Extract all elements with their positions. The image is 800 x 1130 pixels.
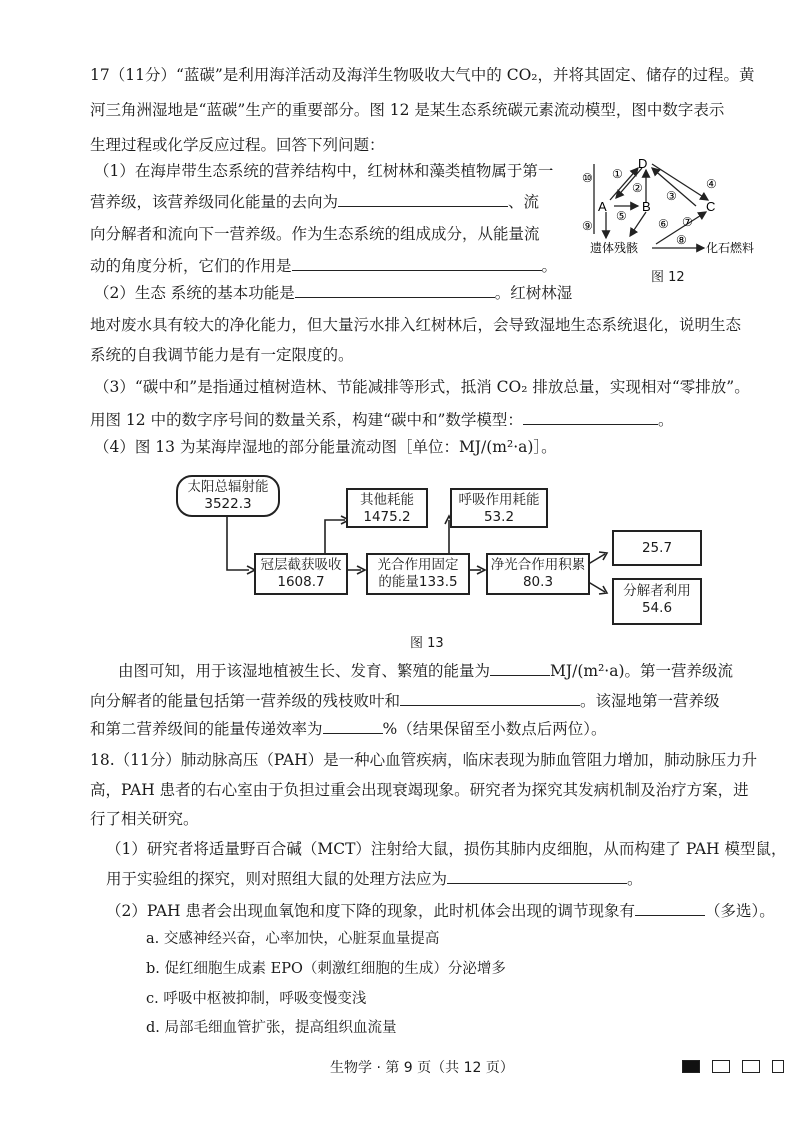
figure-13-caption: 图 13 [410,636,444,651]
photo-label-2: 的能量133.5 [378,574,458,590]
box-other-consumption [346,488,428,528]
q18-part1-line2-tail: 。 [627,870,643,888]
label-num-9: ⑨ [582,219,593,233]
q17-part3-line2-text: 用图 12 中的数字序号间的数量关系，构建“碳中和”数学模型： [90,411,523,429]
page-marker-empty-1 [712,1060,730,1073]
label-num-7: ⑦ [682,215,693,229]
q18-part2-text: （2）PAH 患者会出现血氧饱和度下降的现象，此时机体会出现的调节现象有 [106,902,636,920]
q18-option-b[interactable]: b. 促红细胞生成素 EPO（刺激红细胞的生成）分泌增多 [146,961,506,977]
q18-option-d[interactable]: d. 局部毛细血管扩张，提高组织血流量 [146,1020,397,1036]
node-a: A [598,199,607,214]
label-num-5: ⑤ [616,209,627,223]
q17-part4-after-line3 [90,716,607,742]
box-decomposer-use [612,578,702,625]
q17-part3-line2-tail: 。 [657,411,674,429]
label-num-2: ② [632,181,643,195]
q17-after2-tail: 。该湿地第一营养级 [580,692,720,710]
q17-part1-line4 [90,253,557,279]
q17-part2-line3: 系统的自我调节能力是有一定限度的。 [90,346,354,364]
q17-after1-text: 由图可知，用于该湿地植被生长、发育、繁殖的能量为 [118,662,491,680]
label-remains: 遗体残骸 [590,241,639,255]
q17-after1-tail: MJ/(m²·a)。第一营养级流 [550,662,733,680]
page-marker-filled [682,1060,700,1073]
q17-stem-line1: 17（11分）“蓝碳”是利用海洋活动及海洋生物吸收大气中的 CO₂，并将其固定、储存的过程。黄 [90,66,755,84]
answer-blank-transfer-efficiency[interactable] [323,717,383,734]
answer-blank-control-group[interactable] [447,867,627,884]
q18-part1-line2-text: 用于实验组的探究，则对照组大鼠的处理方法应为 [106,870,448,888]
q17-part2-line2: 地对废水具有较大的净化能力，但大量污水排入红树林后，会导致湿地生态系统退化，说明生态 [90,316,742,334]
q17-after3-text: 和第二营养级间的能量传递效率为 [90,720,323,738]
label-num-3: ③ [666,189,677,203]
q18-part1-line1: （1）研究者将适量野百合碱（MCT）注射给大鼠，损伤其肺内皮细胞，从而构建了 PAH 模型鼠， [106,840,787,858]
arrow-b-to-remains [630,212,646,236]
q17-part1-line3: 向分解者和流向下一营养级。作为生态系统的组成成分，从能量流 [90,225,540,243]
box-solar-radiation [176,475,280,517]
answer-blank-regulation-choices[interactable] [635,899,705,916]
q17-part4-after-line2 [90,688,720,714]
node-c: C [706,199,716,214]
resp-label: 呼吸作用耗能 [458,492,540,508]
q18-option-c[interactable]: c. 呼吸中枢被抑制，呼吸变慢变浅 [146,991,367,1007]
page-footer: 生物学 · 第 9 页（共 12 页） [330,1060,514,1076]
node-d: D [638,156,648,171]
arrow-canopy-to-other [325,520,345,554]
label-fossil-fuel: 化石燃料 [706,241,755,255]
figure-12-carbon-flow-diagram [580,156,780,264]
label-num-10: ⑩ [582,171,593,185]
answer-blank-producer-role[interactable] [292,254,542,271]
node-b: B [642,199,651,214]
label-num-8: ⑧ [676,233,687,247]
q17-part4-after-line1 [118,658,733,684]
box-canopy-absorption [254,553,348,595]
q17-part1-line1: （1）在海岸带生态系统的营养结构中，红树林和藻类植物属于第一 [94,162,554,180]
box-net-photosynthesis [486,553,590,595]
q18-part1-line2 [106,866,643,892]
q18-part2-line1 [106,898,775,924]
q17-part3-line1: （3）“碳中和”是指通过植树造林、节能减排等形式，抵消 CO₂ 排放总量，实现相对“零排放”。 [94,378,750,396]
q17-after2-text: 向分解者的能量包括第一营养级的残枝败叶和 [90,692,401,710]
q17-part2-line1-text: （2）生态 系统的基本功能是 [94,284,295,302]
q17-stem-line2: 河三角洲湿地是“蓝碳”生产的重要部分。图 12 是某生态系统碳元素流动模型，图中数字表示 [90,101,725,119]
page-marker-empty-3 [772,1060,784,1073]
q17-part1-line4-text: 动的角度分析，它们的作用是 [90,257,292,275]
photo-label: 光合作用固定 [377,557,459,573]
q17-part3-line2 [90,407,673,433]
decomp-value: 54.6 [641,600,673,616]
label-num-6: ⑥ [658,217,669,231]
solar-value: 3522.3 [204,496,252,512]
q18-stem-line1: 18.（11分）肺动脉高压（PAH）是一种心血管疾病，临床表现为肺血管阻力增加，肺动脉压力升 [90,751,758,769]
label-num-1: ① [612,167,623,181]
decomp-label: 分解者利用 [623,583,691,599]
q17-part1-line2-text: 营养级，该营养级同化能量的去向为 [90,193,339,211]
other-value: 1475.2 [363,509,411,525]
q18-stem-line3: 行了相关研究。 [90,810,199,828]
out1-value: 25.7 [641,540,673,556]
answer-blank-decomposer-source[interactable] [400,689,580,706]
box-photosynthesis-fixed [366,553,470,595]
q17-stem-line3: 生理过程或化学反应过程。回答下列问题： [90,136,385,154]
resp-value: 53.2 [483,509,515,525]
q17-after3-tail: %（结果保留至小数点后两位）。 [382,720,607,738]
net-label: 净光合作用积累 [490,557,586,573]
q17-part1-line4-tail: 。 [541,257,558,275]
q17-part2-line1-tail: 。红树林湿 [494,284,573,302]
other-label: 其他耗能 [360,492,414,508]
arrow-d-to-c [652,164,708,200]
canopy-label: 冠层截获吸收 [260,557,342,573]
label-num-4: ④ [706,177,717,191]
answer-blank-basic-function[interactable] [295,281,495,298]
answer-blank-growth-energy[interactable] [490,659,550,676]
page-marker-empty-2 [742,1060,760,1073]
figure-12-caption: 图 12 [651,270,685,285]
q18-stem-line2: 高，PAH 患者的右心室由于负担过重会出现衰竭现象。研究者为探究其发病机制及治疗方案，进 [90,781,749,799]
net-value: 80.3 [522,574,554,590]
answer-blank-energy-flow[interactable] [338,190,508,207]
q17-part2-line1 [94,280,572,306]
arrow-solar-to-canopy [227,516,249,570]
q17-part4-line1: （4）图 13 为某海岸湿地的部分能量流动图［单位：MJ/(m²·a)］。 [94,438,557,456]
answer-blank-carbon-model[interactable] [523,408,658,425]
box-respiration [450,488,548,528]
solar-label: 太阳总辐射能 [187,479,269,495]
q17-part1-line2 [90,189,539,215]
box-output-25-7 [612,530,702,566]
canopy-value: 1608.7 [277,574,325,590]
q18-option-a[interactable]: a. 交感神经兴奋，心率加快，心脏泵血量提高 [146,931,440,947]
q17-part1-line2-tail: 、流 [508,193,540,211]
q18-part2-tail: （多选）。 [705,902,775,920]
